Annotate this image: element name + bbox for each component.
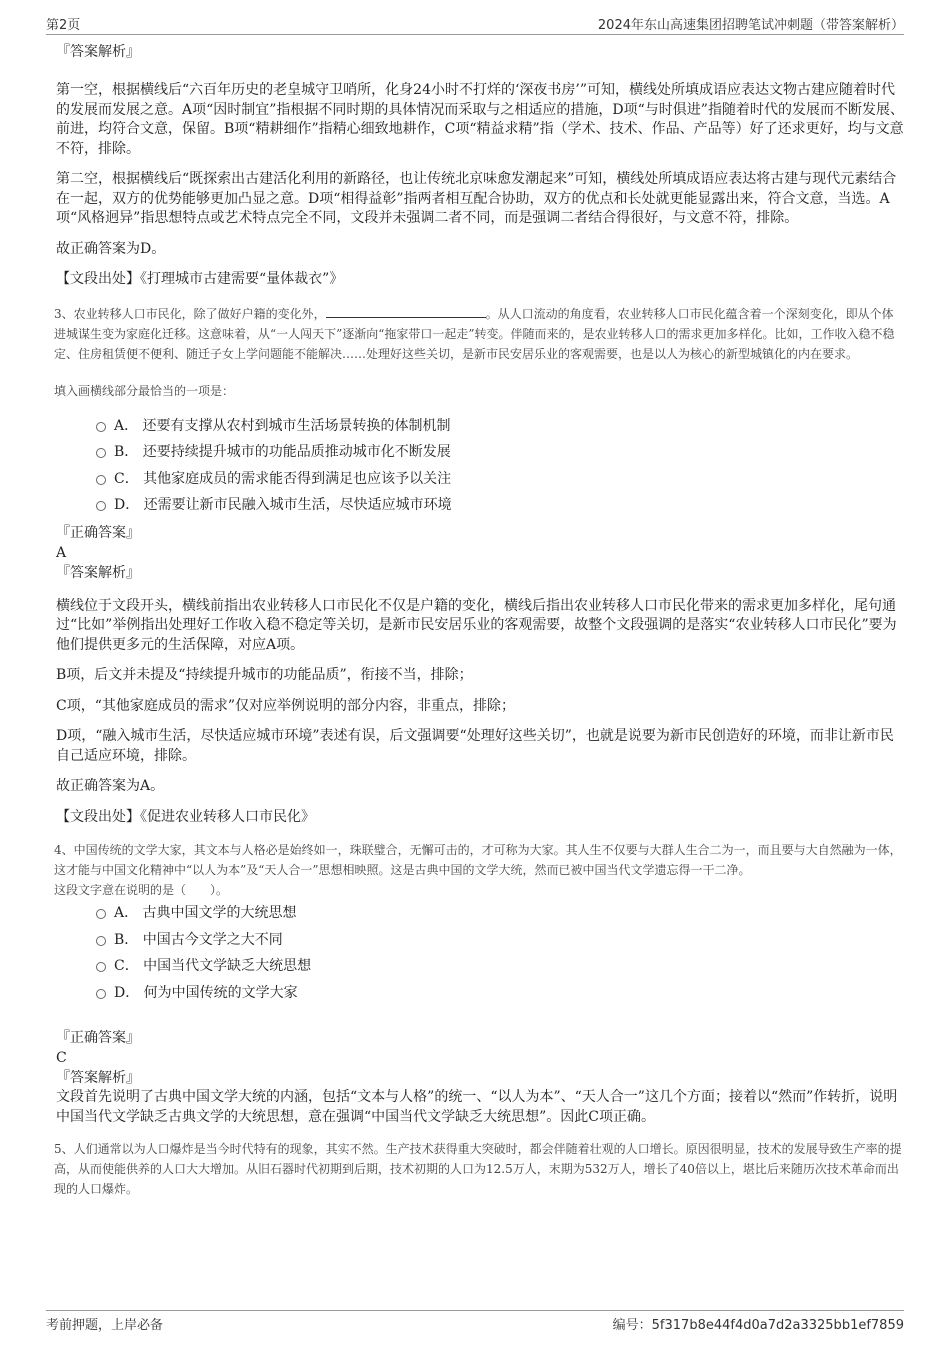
page-number: 第2页: [46, 18, 81, 33]
q3-stem-after: 。从人口流动的角度看，农业转移人口市民化蕴含着一个深刻变化，即从个体进城谋生变为家庭化迁移。这意味着，从“一人闯天下”逐渐向“拖家带口一起走”转变。伴随而来的，是农业转移人口的需求更加多样化。比如，工作收入稳不稳定、住房租赁便不便利、随迁子女上学问题能不能解决……处理好这些关切，是新市民安居乐业的客观需要，也是以人为核心的新型城镇化的内在要求。: [54, 306, 895, 361]
q3-option-a[interactable]: [56, 413, 904, 440]
q4-option-b[interactable]: [56, 927, 904, 954]
q2-analysis-p1: 第一空，根据横线后“六百年历史的老皇城守卫哨所，化身24小时不打烊的‘深夜书房’”可知，横线处所填成语应表达文物古建应随着时代的发展而发展之意。A项“因时制宜”指根据不同时期的具体情况而采取与之相适应的措施，D项“与时俱进”指随着时代的发展而不断发展、前进，均符合文意，保留。B项“精耕细作”指精心细致地耕作，C项“精益求精”指（学术、技术、作品、产品等）好了还求更好，均与文意不符，排除。: [56, 82, 904, 157]
radio-icon[interactable]: [96, 422, 106, 432]
q3-option-d-label: D． 还需要让新市民融入城市生活，尽快适应城市环境: [114, 497, 452, 513]
document-id: 编号：5f317b8e44f4d0a7d2a3325bb1ef7859: [612, 1318, 904, 1333]
q3-option-b-label: B． 还要持续提升城市的功能品质推动城市化不断发展: [114, 444, 451, 460]
page-header: [46, 12, 904, 35]
q4-stem: 4、中国传统的文学大家，其文本与人格必是始终如一，珠联璧合，无懈可击的，才可称为大家。其人生不仅要与大群人生合二为一，而且要与大自然融为一体，这才能与中国文化精神中“以人为本”及“天人合一”思想相映照。这是古典中国的文学大统，然而已被中国当代文学遗忘得一干二净。: [54, 843, 902, 877]
q3-options: [56, 413, 904, 519]
document-title: 2024年东山高速集团招聘笔试冲刺题（带答案解析）: [597, 18, 904, 33]
q3-answer-mark: 『正确答案』: [56, 524, 140, 541]
q3-stem-before: 3、农业转移人口市民化，除了做好户籍的变化外，: [54, 306, 326, 321]
q4-analysis: 文段首先说明了古典中国文学大统的内涵，包括“文本与人格”的统一、“以人为本”、“天人合一”这几个方面；接着以“然而”作转折，说明中国当代文学缺乏古典文学的大统思想，意在强调“中国当代文学缺乏大统思想”。因此C项正确。: [56, 1089, 898, 1125]
q2-source: 【文段出处】《打理城市古建需要“量体裁衣”》: [56, 271, 344, 287]
q4-option-c[interactable]: [56, 953, 904, 980]
q3-answer: A: [56, 544, 67, 561]
q3-conclusion: 故正确答案为A。: [56, 778, 165, 794]
radio-icon[interactable]: [96, 909, 106, 919]
page-content: [56, 42, 904, 1199]
q3-stem: [54, 304, 904, 364]
q3-analysis-p2: B项，后文并未提及“持续提升城市的功能品质”，衔接不当，排除；: [56, 667, 473, 683]
radio-icon[interactable]: [96, 936, 106, 946]
q3-option-b[interactable]: [56, 439, 904, 466]
q5-stem: 5、人们通常以为人口爆炸是当今时代特有的现象，其实不然。生产技术获得重大突破时，都会伴随着壮观的人口增长。原因很明显，技术的发展导致生产率的提高，从而使能供养的人口大大增加。从旧石器时代初期到后期，技术初期的人口为12.5万人，末期为532万人，增长了40倍以上，堪比后来随历次技术革命而出现的人口爆炸。: [54, 1142, 902, 1196]
q4-answer: C: [56, 1050, 67, 1066]
q4-analysis-mark: 『答案解析』: [56, 1070, 140, 1086]
q3-analysis-p4: D项，“融入城市生活，尽快适应城市环境”表述有误，后文强调要“处理好这些关切”，也就是说要为新市民创造好的环境，而非让新市民自己适应环境，排除。: [56, 728, 894, 764]
q4-option-d-label: D． 何为中国传统的文学大家: [114, 984, 298, 1001]
q3-option-a-label: A． 还要有支撑从农村到城市生活场景转换的体制机制: [114, 417, 451, 434]
q2-analysis-p2: 第二空，根据横线后“既探索出古建活化利用的新路径，也让传统北京味愈发潮起来”可知，横线处所填成语应表达将古建与现代元素结合在一起，双方的优势能够更加凸显之意。D项“相得益彰”指两者相互配合协助，双方的优点和长处就更能显露出来，符合文意，当选。A项“风格迥异”指思想特点或艺术特点完全不同，文段并未强调二者不同，而是强调二者结合得很好，与文意不符，排除。: [56, 171, 897, 226]
q4-option-c-label: C． 中国当代文学缺乏大统思想: [114, 958, 312, 974]
page-footer: [46, 1310, 904, 1335]
footer-slogan: 考前押题，上岸必备: [46, 1318, 164, 1333]
radio-icon[interactable]: [96, 962, 106, 972]
q3-option-c-label: C． 其他家庭成员的需求能否得到满足也应该予以关注: [114, 470, 452, 487]
q3-blank: [326, 305, 486, 318]
q3-analysis-p3: C项，“其他家庭成员的需求”仅对应举例说明的部分内容，非重点，排除；: [56, 697, 516, 714]
q4-option-d[interactable]: [56, 980, 904, 1007]
q4-answer-mark: 『正确答案』: [56, 1030, 140, 1046]
q4-option-b-label: B． 中国古今文学之大不同: [114, 931, 283, 948]
q4-option-a-label: A． 古典中国文学的大统思想: [114, 905, 297, 921]
q4-option-a[interactable]: [56, 900, 904, 927]
q4-prompt: 这段文字意在说明的是（ ）。: [54, 883, 229, 897]
q3-prompt: 填入画横线部分最恰当的一项是：: [54, 383, 235, 398]
radio-icon[interactable]: [96, 989, 106, 999]
q3-source: 【文段出处】《促进农业转移人口市民化》: [56, 808, 315, 825]
q4-options: [56, 900, 904, 1006]
q3-option-c[interactable]: [56, 466, 904, 493]
q3-analysis-mark: 『答案解析』: [56, 564, 140, 581]
q2-conclusion: 故正确答案为D。: [56, 240, 166, 257]
q2-analysis-mark: 『答案解析』: [56, 44, 140, 60]
radio-icon[interactable]: [96, 448, 106, 458]
q3-option-d[interactable]: [56, 492, 904, 519]
radio-icon[interactable]: [96, 475, 106, 485]
q3-analysis-p1: 横线位于文段开头，横线前指出农业转移人口市民化不仅是户籍的变化，横线后指出农业转移人口市民化带来的需求更加多样化，尾句通过“比如”举例指出处理好工作收入稳不稳定等关切，是新市民安居乐业的客观需要，故整个文段强调的是落实“农业转移人口市民化”要为他们提供更多元的生活保障，对应A项。: [56, 597, 897, 653]
radio-icon[interactable]: [96, 501, 106, 511]
